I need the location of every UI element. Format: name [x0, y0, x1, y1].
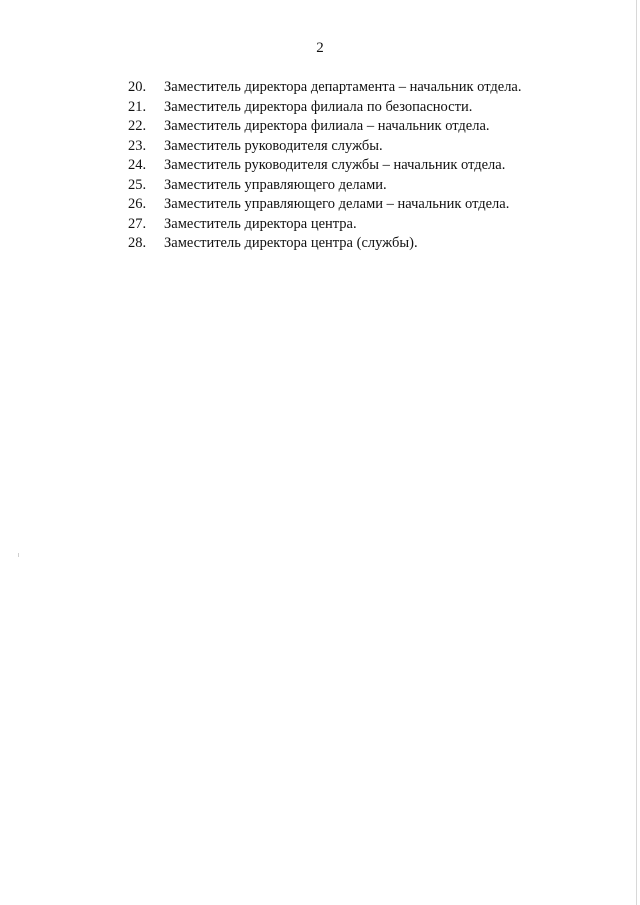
list-item [128, 98, 522, 118]
list-item [128, 137, 522, 157]
item-text: Заместитель директора центра (службы). [164, 235, 418, 251]
item-number: 26. [128, 196, 147, 212]
item-number: 24. [128, 157, 147, 173]
item-text: Заместитель управляющего делами – начальник отдела. [164, 196, 510, 212]
item-number: 20. [128, 79, 147, 95]
item-text: Заместитель руководителя службы – начальник отдела. [164, 157, 506, 173]
page-edge-line [636, 0, 637, 905]
list-item [128, 234, 522, 254]
list-item [128, 117, 522, 137]
item-number: 25. [128, 176, 147, 193]
list-item [128, 156, 522, 176]
item-number: 27. [128, 215, 147, 232]
item-text: Заместитель директора департамента – начальник отдела. [164, 79, 522, 95]
list-item [128, 78, 522, 98]
page-number: 2 [316, 40, 324, 56]
list-item [128, 176, 522, 196]
item-number: 22. [128, 118, 147, 134]
item-text: Заместитель директора центра. [164, 215, 357, 232]
item-number: 28. [128, 235, 147, 251]
item-number: 23. [128, 137, 147, 154]
position-list [128, 78, 522, 254]
item-text: Заместитель руководителя службы. [164, 137, 383, 154]
item-text: Заместитель управляющего делами. [164, 176, 387, 193]
list-item [128, 215, 522, 235]
item-number: 21. [128, 98, 147, 115]
list-item [128, 195, 522, 215]
item-text: Заместитель директора филиала по безопасности. [164, 98, 473, 115]
item-text: Заместитель директора филиала – начальник отдела. [164, 118, 490, 134]
scan-speck [18, 553, 19, 557]
